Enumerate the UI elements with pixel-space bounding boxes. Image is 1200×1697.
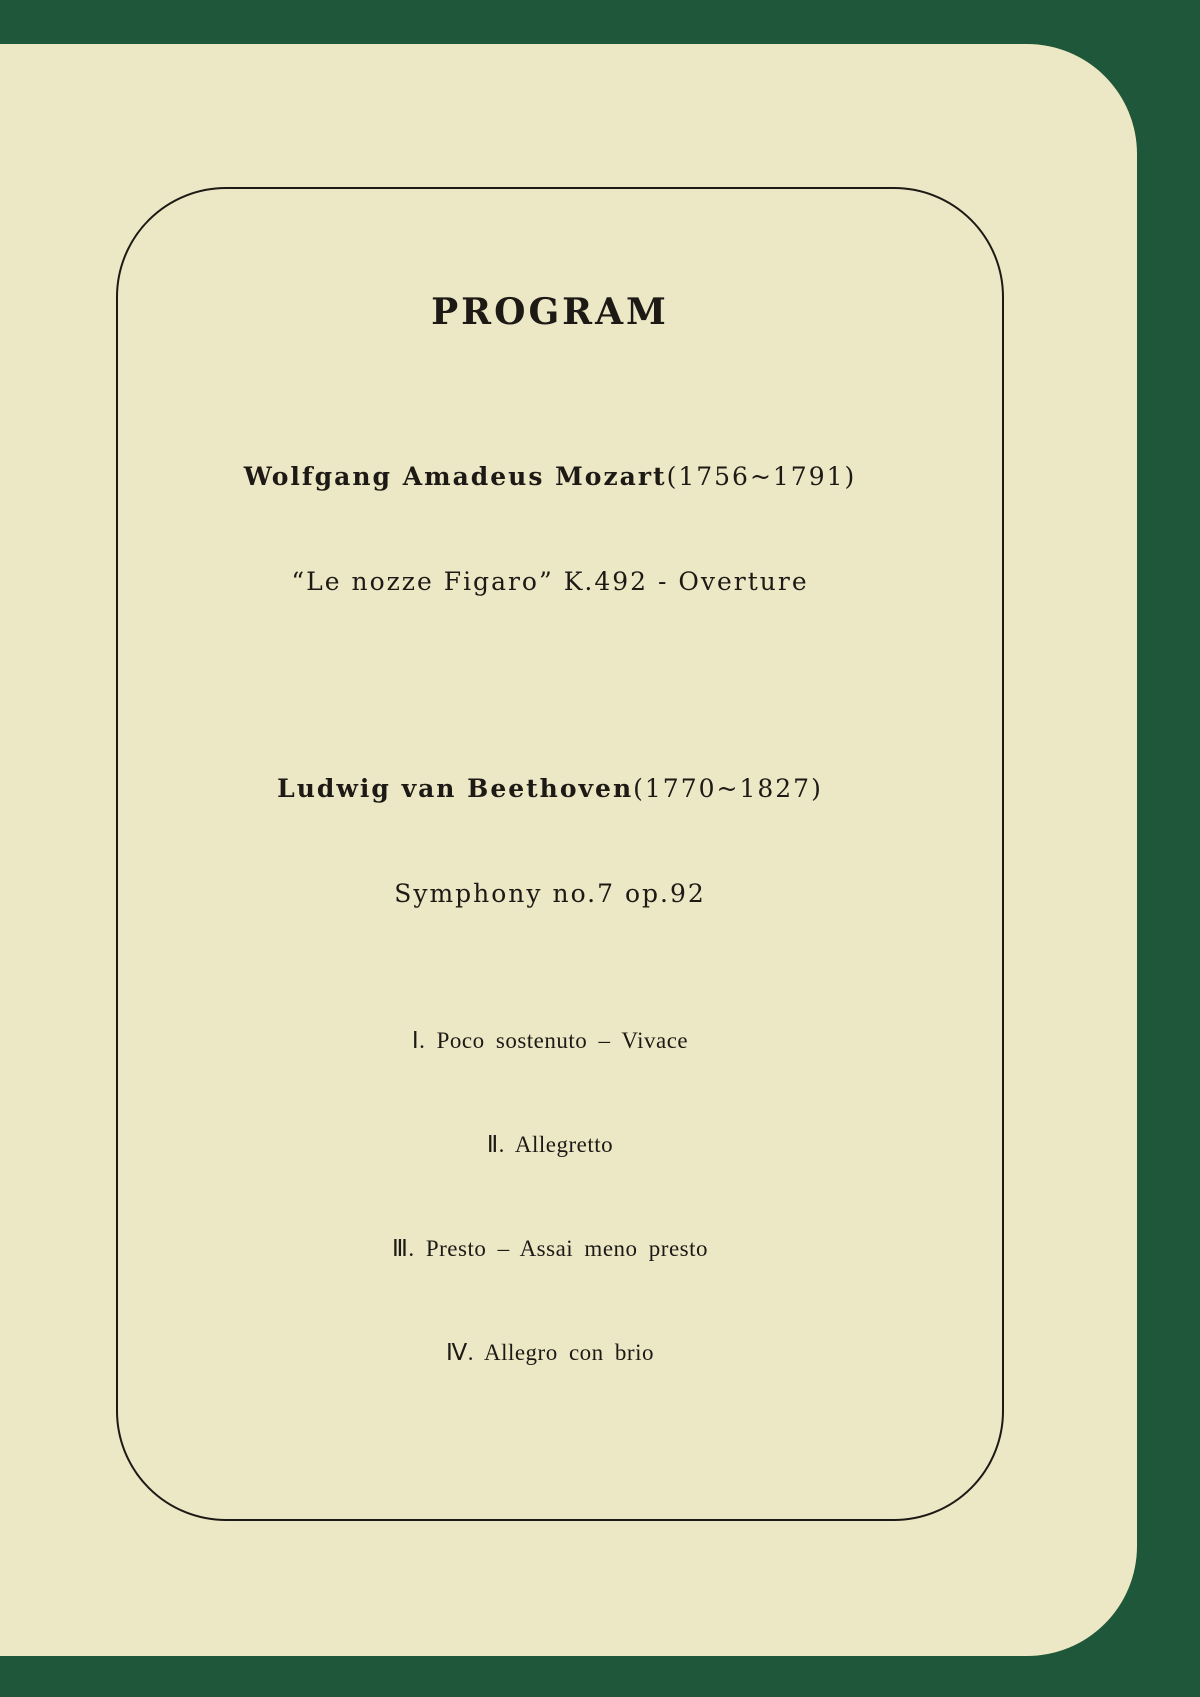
rounded-border-frame: [116, 187, 1004, 1521]
composer-mozart: [0, 457, 1100, 497]
movement-item: Ⅰ. Poco sostenuto – Vivace: [411, 1028, 689, 1053]
composer-name: Ludwig van Beethoven: [277, 774, 634, 803]
movement-item: Ⅱ. Allegretto: [486, 1132, 614, 1157]
movement-item: Ⅳ. Allegro con brio: [446, 1340, 654, 1365]
composer-years: (1756~1791): [666, 462, 857, 491]
work-title: Symphony no.7 op.92: [394, 879, 706, 908]
composer-beethoven: [0, 769, 1100, 809]
movement-item: Ⅲ. Presto – Assai meno presto: [391, 1236, 708, 1261]
program-title: PROGRAM: [431, 291, 669, 333]
composer-years: (1770~1827): [633, 774, 823, 803]
composer-name: Wolfgang Amadeus Mozart: [243, 462, 667, 491]
work-title: “Le nozze Figaro” K.492 - Overture: [291, 567, 809, 596]
